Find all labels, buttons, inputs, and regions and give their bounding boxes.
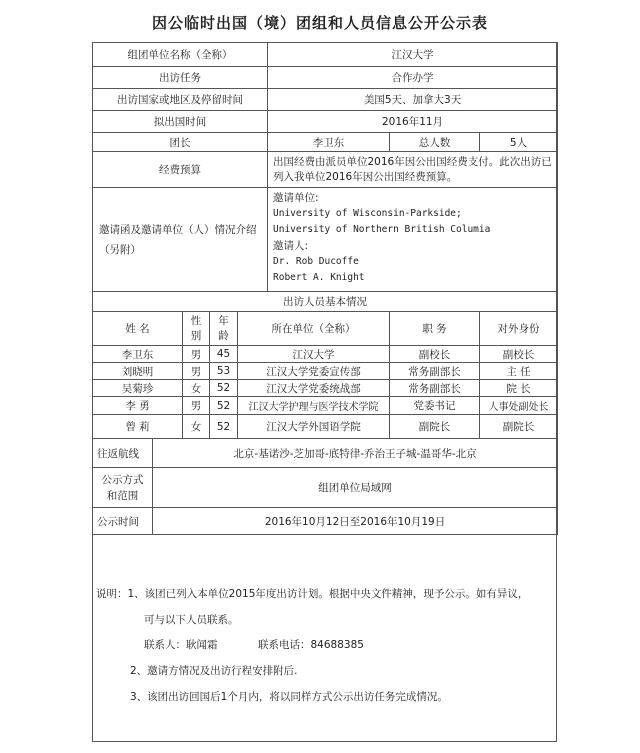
member-unit: 江汉大学外国语学院 bbox=[238, 415, 390, 439]
member-name: 刘晓明 bbox=[93, 363, 183, 380]
member-identity: 副院长 bbox=[480, 415, 558, 439]
member-age: 53 bbox=[210, 363, 238, 380]
member-identity: 副校长 bbox=[480, 346, 558, 363]
budget-row bbox=[93, 152, 558, 188]
period-label: 公示时间 bbox=[93, 508, 153, 535]
scope-row bbox=[93, 468, 558, 508]
member-unit: 江汉大学党委统战部 bbox=[238, 380, 390, 397]
time-value: 2016年11月 bbox=[268, 111, 558, 133]
route-label: 往返航线 bbox=[93, 439, 153, 468]
member-age: 52 bbox=[210, 397, 238, 415]
member-name: 李 勇 bbox=[93, 397, 183, 415]
route-value: 北京-基诺沙-芝加哥-底特律-乔治王子城-温哥华-北京 bbox=[153, 439, 558, 468]
member-identity: 主 任 bbox=[480, 363, 558, 380]
member-gender: 女 bbox=[183, 415, 210, 439]
note-1-continued: 可与以下人员联系。 bbox=[144, 614, 239, 626]
member-unit: 江汉大学党委宣传部 bbox=[238, 363, 390, 380]
table-row bbox=[93, 397, 558, 415]
leader-label: 团长 bbox=[93, 133, 268, 152]
invite-person-2: Robert A. Knight bbox=[273, 272, 365, 283]
members-header-row bbox=[93, 312, 558, 346]
member-position: 党委书记 bbox=[390, 397, 480, 415]
member-identity: 院 长 bbox=[480, 380, 558, 397]
table-row bbox=[93, 363, 558, 380]
note-1: 说明：1、该团已列入本单位2015年度出访计划。根据中央文件精神，现予公示。如有异议， bbox=[96, 588, 529, 600]
header-gender: 性别 bbox=[183, 312, 210, 346]
scope-label: 公示方式和范围 bbox=[93, 468, 153, 508]
contact-person: 联系人：耿闻霜 bbox=[144, 639, 218, 651]
member-gender: 男 bbox=[183, 363, 210, 380]
invite-org-2: University of Northern British Columia bbox=[273, 224, 491, 235]
members-section-row bbox=[93, 292, 558, 312]
invite-org-heading: 邀请单位: bbox=[273, 192, 319, 204]
count-value: 5人 bbox=[480, 133, 558, 152]
invite-info bbox=[268, 188, 558, 292]
member-gender: 男 bbox=[183, 397, 210, 415]
org-label: 组团单位名称（全称） bbox=[93, 43, 268, 67]
member-name: 曾 莉 bbox=[93, 415, 183, 439]
member-name: 李卫东 bbox=[93, 346, 183, 363]
invite-person-heading: 邀请人: bbox=[273, 240, 309, 252]
time-row bbox=[93, 111, 558, 133]
header-unit: 所在单位（全称） bbox=[238, 312, 390, 346]
invite-org-1: University of Wisconsin-Parkside; bbox=[273, 208, 462, 219]
member-position: 副校长 bbox=[390, 346, 480, 363]
member-age: 45 bbox=[210, 346, 238, 363]
budget-value: 出国经费由派员单位2016年因公出国经费支付。此次出访已列入我单位2016年因公出国经费预算。 bbox=[268, 152, 558, 188]
table-row bbox=[93, 380, 558, 397]
leader-row bbox=[93, 133, 558, 152]
budget-label: 经费预算 bbox=[93, 152, 268, 188]
member-unit: 江汉大学 bbox=[238, 346, 390, 363]
invite-label: 邀请函及邀请单位（人）情况介绍（另附） bbox=[93, 188, 268, 292]
invite-row bbox=[93, 188, 558, 292]
org-row bbox=[93, 43, 558, 67]
note-3: 3、该团出访回国后1个月内，将以同样方式公示出访任务完成情况。 bbox=[130, 691, 448, 703]
member-position: 常务副部长 bbox=[390, 363, 480, 380]
leader-value: 李卫东 bbox=[268, 133, 390, 152]
period-value: 2016年10月12日至2016年10月19日 bbox=[153, 508, 558, 535]
contact-phone: 联系电话：84688385 bbox=[258, 639, 364, 651]
member-identity: 人事处副处长 bbox=[480, 397, 558, 415]
note-2: 2、邀请方情况及出访行程安排附后. bbox=[130, 665, 298, 677]
count-label: 总人数 bbox=[390, 133, 480, 152]
page-title: 因公临时出国（境）团组和人员信息公开公示表 bbox=[151, 14, 488, 32]
member-gender: 男 bbox=[183, 346, 210, 363]
table-row bbox=[93, 346, 558, 363]
header-position: 职 务 bbox=[390, 312, 480, 346]
dest-label: 出访国家或地区及停留时间 bbox=[93, 89, 268, 111]
task-row bbox=[93, 67, 558, 89]
member-gender: 女 bbox=[183, 380, 210, 397]
time-label: 拟出国时间 bbox=[93, 111, 268, 133]
member-position: 副院长 bbox=[390, 415, 480, 439]
invite-person-1: Dr. Rob Ducoffe bbox=[273, 256, 359, 267]
header-age: 年龄 bbox=[210, 312, 238, 346]
org-value: 江汉大学 bbox=[268, 43, 558, 67]
route-row bbox=[93, 439, 558, 468]
header-name: 姓 名 bbox=[93, 312, 183, 346]
period-row bbox=[93, 508, 558, 535]
member-position: 常务副部长 bbox=[390, 380, 480, 397]
member-name: 吴菊珍 bbox=[93, 380, 183, 397]
task-value: 合作办学 bbox=[268, 67, 558, 89]
table-row bbox=[93, 415, 558, 439]
info-table bbox=[92, 42, 558, 535]
header-identity: 对外身份 bbox=[480, 312, 558, 346]
members-section-title: 出访人员基本情况 bbox=[93, 292, 558, 312]
member-age: 52 bbox=[210, 380, 238, 397]
scope-value: 组团单位局域网 bbox=[153, 468, 558, 508]
dest-value: 美国5天、加拿大3天 bbox=[268, 89, 558, 111]
task-label: 出访任务 bbox=[93, 67, 268, 89]
member-unit: 江汉大学护理与医学技术学院 bbox=[238, 397, 390, 415]
dest-row bbox=[93, 89, 558, 111]
member-age: 52 bbox=[210, 415, 238, 439]
